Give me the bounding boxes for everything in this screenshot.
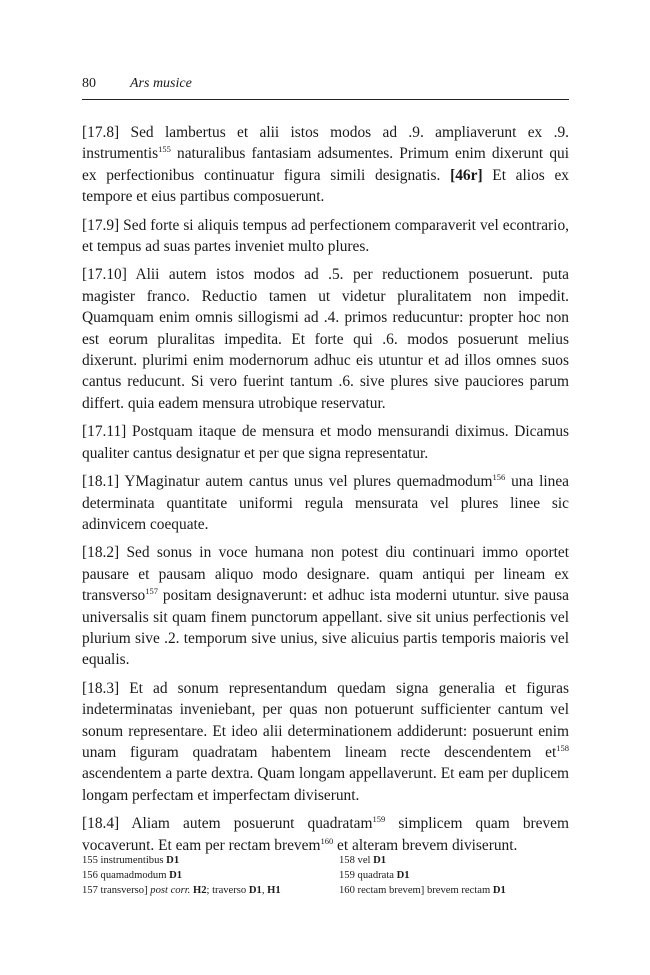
text-run: [17.11] Postquam itaque de mensura et modo mensurandi diximus. Dicamus qualiter cantus designatur et per que signa representatur. xyxy=(82,423,569,462)
footnote-marker: 156 xyxy=(492,472,506,483)
text-run: simplicem quam brevem vocaverunt. Et eam per rectam brevem xyxy=(82,815,569,854)
footnote-marker: 158 xyxy=(556,742,569,753)
bold-run: D1 xyxy=(248,885,262,896)
text-run: [17.9] Sed forte si aliquis tempus ad perfectionem comparaverit vel econtrario, et tempus ad suas partes inveniet multo plures. xyxy=(82,216,569,256)
text-run: ; traverso xyxy=(206,885,249,896)
paragraph xyxy=(82,215,569,258)
header-rule xyxy=(82,99,569,100)
paragraph xyxy=(82,421,569,464)
text-run: una linea determinata quantitate uniformi regula mensurata vel plures linee sic adinvicem coequate. xyxy=(82,473,569,533)
paragraph xyxy=(82,813,569,856)
running-header xyxy=(82,74,568,96)
italic-run: post corr. xyxy=(150,885,191,896)
text-run: 158 vel xyxy=(339,855,374,866)
text-run: [18.2] Sed sonus in voce humana non potest diu continuari immo oportet pausare et pausam aliquo modo designare. quam antiqui per lineam ex transverso xyxy=(82,544,569,605)
paragraph xyxy=(82,542,569,670)
text-run: Et alios ex tempore et eius partibus composuerunt. xyxy=(82,166,569,206)
text-run: 157 transverso] xyxy=(82,885,151,896)
bold-run: D1 xyxy=(373,855,387,866)
footnote-marker: 155 xyxy=(158,144,171,155)
main-text xyxy=(82,122,569,863)
text-run: positam designaverunt: et adhuc ista moderni utuntur. sive pausa universalis sit quam finem punctorum appellant. sive sit unius perfectionis vel plurium sive .2. temporum sive unius, sive alicuius partis temporis maioris vel equalis. xyxy=(82,587,569,669)
bold-run: [46r] xyxy=(450,166,483,184)
running-title: Ars musice xyxy=(130,76,192,91)
bold-run: H1 xyxy=(267,885,281,896)
text-run: [18.1] YMaginatur autem cantus unus vel plures quemadmodum xyxy=(82,473,493,491)
text-run: [18.3] Et ad sonum representandum quedam signa generalia et figuras indeterminatas inveniebant, per quas non potuerunt sufficienter cantum vel sonum representare. Et ideo alii determinationem addiderunt: posuerunt enim unam figuram quadratam habentem lineam recte descendentem et xyxy=(82,679,569,761)
paragraph xyxy=(82,678,569,806)
footnotes-left-column xyxy=(82,853,332,898)
text-run: 156 quamadmodum xyxy=(82,870,170,881)
footnotes-right-column xyxy=(339,853,569,898)
paragraph xyxy=(82,471,569,535)
text-run: 159 quadrata xyxy=(339,870,397,881)
footnote-marker: 160 xyxy=(320,835,334,846)
footnote xyxy=(82,853,332,868)
text-run: naturalibus fantasiam adsumentes. Primum enim dixerunt qui ex perfectionibus continuatur figura simili designatis. xyxy=(82,145,569,184)
page-number: 80 xyxy=(82,76,96,91)
footnote xyxy=(82,883,332,898)
paragraph xyxy=(82,122,569,208)
text-run: 160 rectam brevem] brevem rectam xyxy=(339,885,493,896)
text-run: , xyxy=(261,885,268,896)
text-run: [17.10] Alii autem istos modos ad .5. per reductionem posuerunt. puta magister franco. Reductio tamen ut videtur pluralitatem non impedit. Quamquam enim omnis sillogismi ad .4. primos reducuntur: propter hoc non est eorum pluralitas impedita. Et forte qui .6. modos posuerunt melius dixerunt. plurimi enim modernorum adhuc eis utuntur et ad illos omnes suos cantus reducunt. Si vero fuerint tantum .6. sive plures sive pauciores parum differt. quia eadem mensura utrobique reservatur. xyxy=(82,266,569,412)
footnote xyxy=(339,853,569,868)
footnote xyxy=(339,868,569,883)
footnote xyxy=(339,883,569,898)
text-run: ascendentem a parte dextra. Quam longam appellaverunt. Et eam per duplicem longam perfectam et imperfectam diviserunt. xyxy=(82,765,569,804)
bold-run: D1 xyxy=(166,855,180,866)
text-run: 155 instrumentibus xyxy=(82,855,167,866)
paragraph xyxy=(82,264,569,414)
bold-run: H2 xyxy=(192,885,207,896)
footnote-marker: 159 xyxy=(372,814,386,825)
bold-run: D1 xyxy=(169,870,183,881)
footnote xyxy=(82,868,332,883)
footnote-marker: 157 xyxy=(145,586,159,597)
bold-run: D1 xyxy=(396,870,410,881)
text-run: et alteram brevem diviserunt. xyxy=(333,836,518,854)
text-run: [17.8] Sed lambertus et alii istos modos ad .9. ampliaverunt ex .9. instrumentis xyxy=(82,124,569,163)
bold-run: D1 xyxy=(492,885,506,896)
text-run: [18.4] Aliam autem posuerunt quadratam xyxy=(82,815,373,833)
